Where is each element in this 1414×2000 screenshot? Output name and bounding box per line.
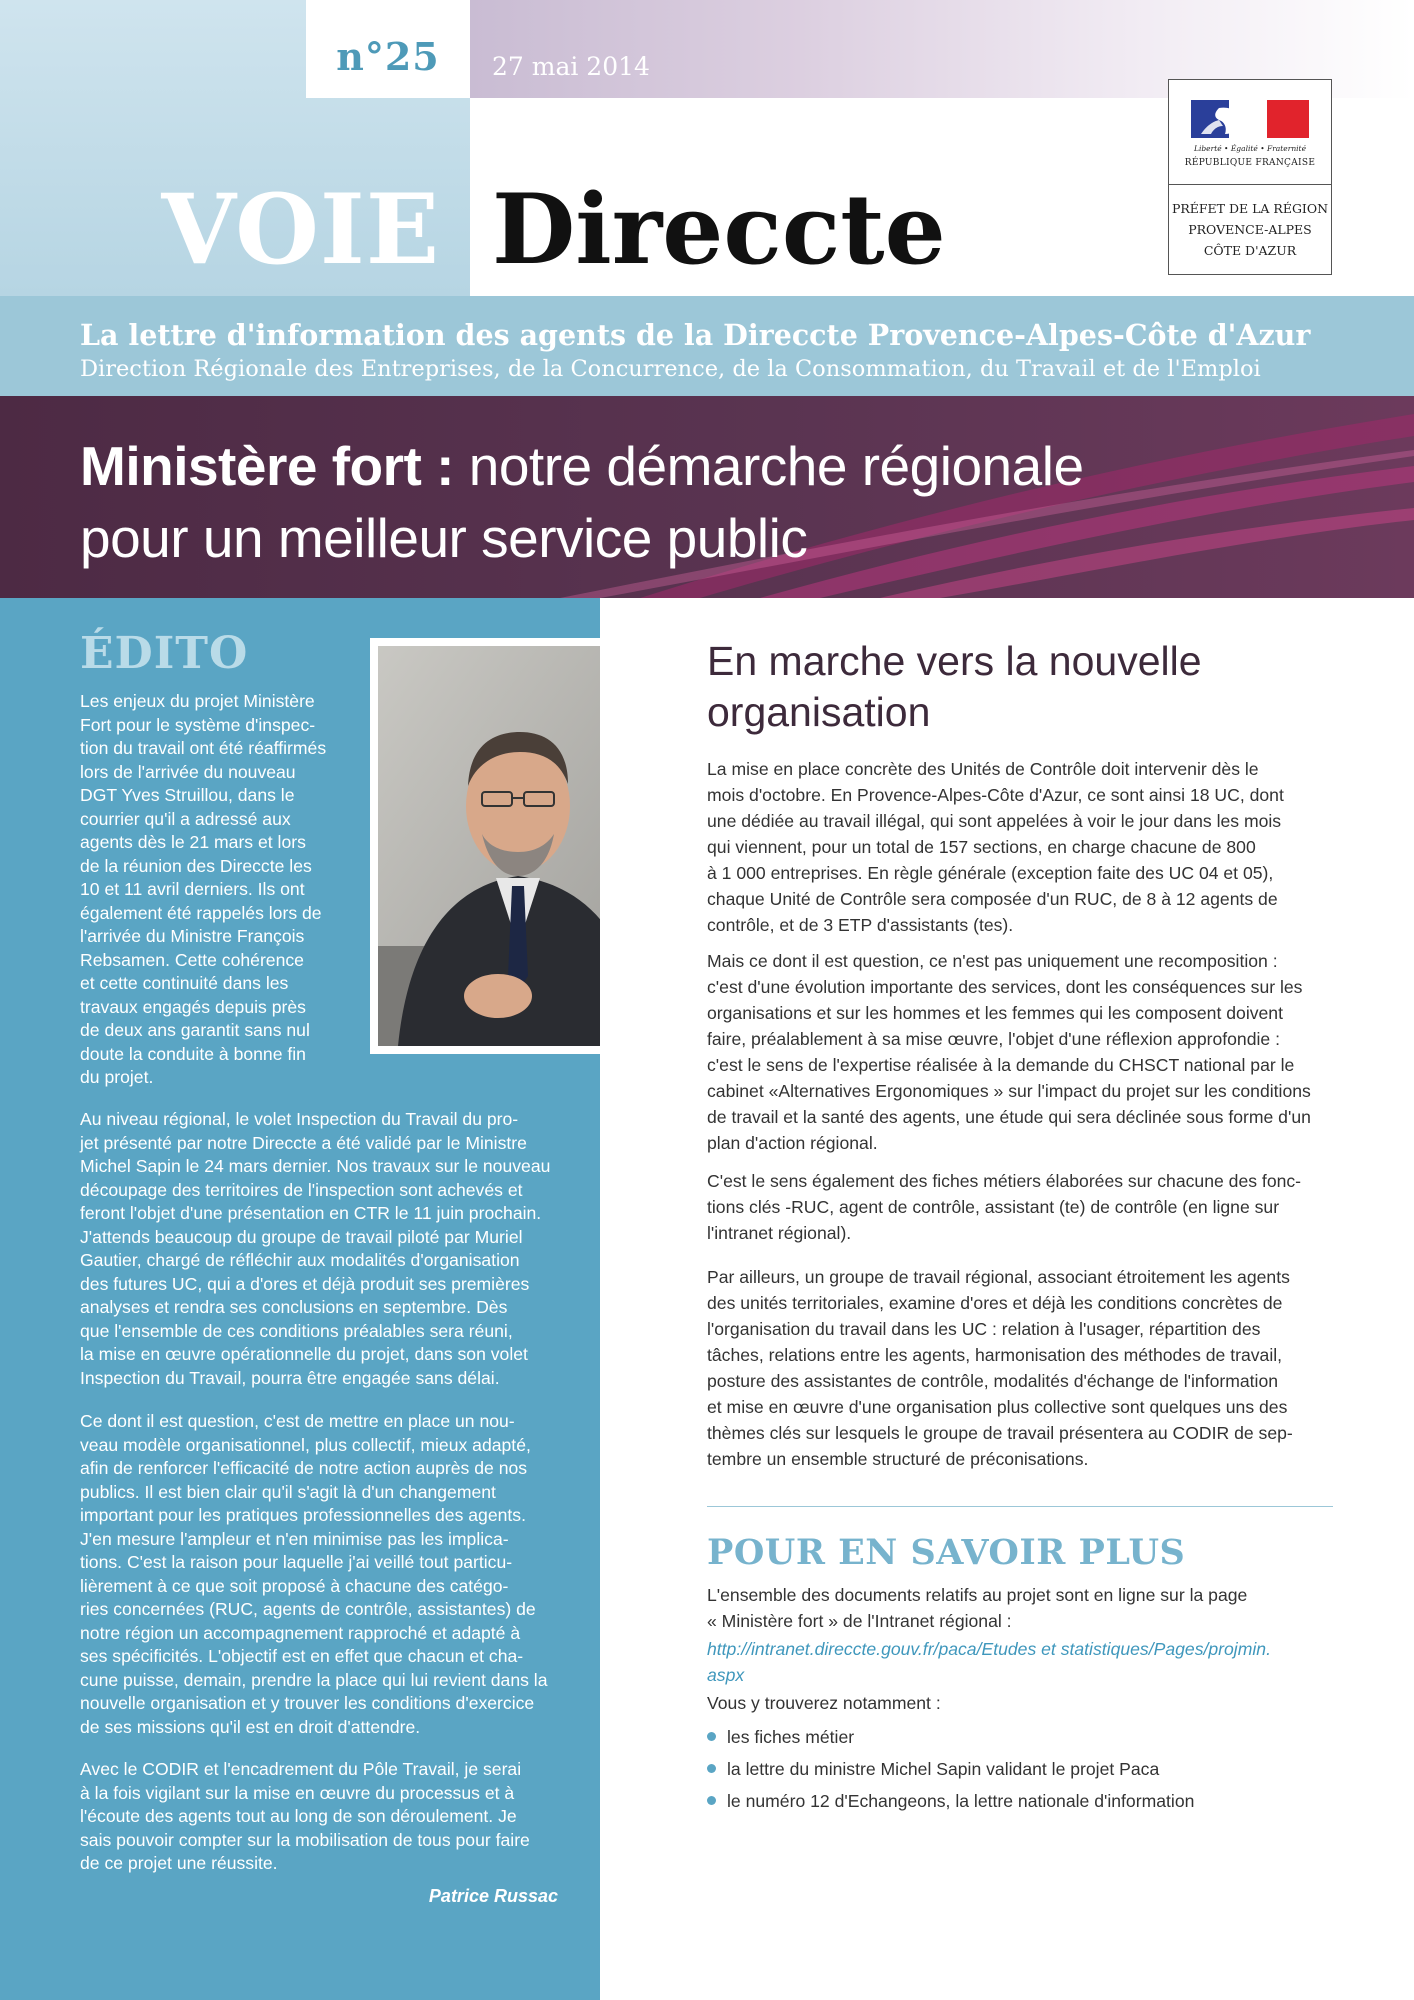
text-line: DGT Yves Struillou, dans le bbox=[80, 785, 295, 805]
text-line: ses spécificités. L'objectif est en effet que chacun et cha- bbox=[80, 1646, 524, 1666]
text-line: que l'ensemble de ces conditions préalables sera réuni, bbox=[80, 1320, 513, 1341]
savoir-bullet-list bbox=[707, 1724, 1333, 1820]
text-line: Avec le CODIR et l'encadrement du Pôle Travail, je serai bbox=[80, 1759, 522, 1779]
text-line: à 1 000 entreprises. En règle générale (exception faite des UC 04 et 05), bbox=[707, 863, 1274, 883]
text-line: Gautier, chargé de réfléchir aux modalités d'organisation bbox=[80, 1250, 520, 1270]
list-item bbox=[707, 1788, 1333, 1820]
text-line: lièrement à ce que soit proposé à chacune des catégo- bbox=[80, 1575, 509, 1596]
text-line: Rebsamen. Cette cohérence bbox=[80, 949, 304, 970]
text-line: tâches, relations entre les agents, harmonisation des méthodes de travail, bbox=[707, 1345, 1283, 1365]
text-line: l'arrivée du Ministre François bbox=[80, 926, 305, 946]
text-line: travaux engagés depuis près bbox=[80, 996, 306, 1017]
headline bbox=[80, 430, 1084, 574]
issue-date: 27 mai 2014 bbox=[492, 52, 650, 81]
bullet-icon bbox=[707, 1764, 716, 1773]
text-line: cune puisse, demain, prendre la place qui lui revient dans la bbox=[80, 1669, 548, 1690]
article-paragraph-2 bbox=[707, 948, 1333, 1156]
text-line: Par ailleurs, un groupe de travail régional, associant étroitement les agents bbox=[707, 1267, 1290, 1287]
headline-bold: Ministère fort : bbox=[80, 435, 454, 497]
issue-box bbox=[306, 0, 470, 98]
text-line: des futures UC, qui a d'ores et déjà produit ses premières bbox=[80, 1273, 530, 1294]
headline-line2: pour un meilleur service public bbox=[80, 507, 808, 569]
title-direccte: Direccte bbox=[492, 173, 946, 286]
text-line: c'est le sens de l'expertise réalisée à la demande du CHSCT national par le bbox=[707, 1055, 1295, 1075]
link-line[interactable]: http://intranet.direccte.gouv.fr/paca/Etudes et statistiques/Pages/projmin. bbox=[707, 1639, 1271, 1659]
text-line: contrôle, et de 3 ETP d'assistants (tes). bbox=[707, 915, 1014, 935]
text-line: tions. C'est la raison pour laquelle j'ai veillé tout particu- bbox=[80, 1552, 513, 1572]
edito-paragraph-1 bbox=[80, 690, 338, 1090]
edito-column bbox=[0, 598, 600, 2000]
text-line: Michel Sapin le 24 mars dernier. Nos travaux sur le nouveau bbox=[80, 1156, 551, 1176]
article-title-line: En marche vers la nouvelle bbox=[707, 638, 1202, 684]
republique-motto: Liberté • Égalité • Fraternité bbox=[1193, 144, 1307, 153]
text-line: à la fois vigilant sur la mise en œuvre du processus et à bbox=[80, 1782, 515, 1803]
text-line: veau modèle organisationnel, plus collectif, mieux adapté, bbox=[80, 1434, 531, 1455]
text-line: Mais ce dont il est question, ce n'est pas uniquement une recomposition : bbox=[707, 951, 1278, 971]
text-line: C'est le sens également des fiches métiers élaborées sur chacune des fonc- bbox=[707, 1171, 1302, 1191]
republique-label: RÉPUBLIQUE FRANÇAISE bbox=[1184, 158, 1316, 168]
text-line: « Ministère fort » de l'Intranet régional : bbox=[707, 1611, 1012, 1631]
text-line: de deux ans garantit sans nul bbox=[80, 1020, 310, 1040]
headline-band bbox=[0, 396, 1414, 598]
link-line[interactable]: aspx bbox=[707, 1665, 745, 1685]
text-line: des unités territoriales, examine d'ores et déjà les conditions concrètes de bbox=[707, 1293, 1283, 1313]
text-line: thèmes clés sur lesquels le groupe de travail présentera au CODIR de sep- bbox=[707, 1423, 1293, 1443]
list-item-label: le numéro 12 d'Echangeons, la lettre nationale d'information bbox=[727, 1791, 1195, 1811]
text-line: Inspection du Travail, pourra être engagée sans délai. bbox=[80, 1367, 500, 1388]
prefet-logo bbox=[1168, 79, 1332, 275]
text-line: courrier qu'il a adressé aux bbox=[80, 808, 291, 829]
article-paragraph-3 bbox=[707, 1168, 1333, 1246]
text-line: plan d'action régional. bbox=[707, 1133, 878, 1153]
prefet-label bbox=[1169, 198, 1331, 261]
text-line: faire, préalablement à sa mise œuvre, l'objet d'une réflexion approfondie : bbox=[707, 1029, 1280, 1049]
text-line: l'organisation du travail dans les UC : relation à l'usager, répartition des bbox=[707, 1319, 1261, 1339]
title-voie: VOIE bbox=[161, 173, 440, 286]
text-line: c'est d'une évolution importante des services, dont les conséquences sur les bbox=[707, 977, 1303, 997]
republique-logo bbox=[1169, 80, 1331, 185]
text-line: tembre un ensemble structuré de préconisations. bbox=[707, 1449, 1089, 1469]
masthead bbox=[0, 0, 1414, 296]
text-line: Fort pour le système d'inspec- bbox=[80, 714, 316, 735]
text-line: notre région un accompagnement rapproché et adapté à bbox=[80, 1622, 521, 1643]
text-line: J'attends beaucoup du groupe de travail piloté par Muriel bbox=[80, 1226, 523, 1247]
text-line: tions clés -RUC, agent de contrôle, assistant (te) de contrôle (en ligne sur bbox=[707, 1197, 1280, 1217]
text-line: et cette continuité dans les bbox=[80, 973, 289, 993]
savoir-intro bbox=[707, 1582, 1333, 1634]
text-line: chaque Unité de Contrôle sera composée d'un RUC, de 8 à 12 agents de bbox=[707, 889, 1278, 909]
text-line: tion du travail ont été réaffirmés bbox=[80, 738, 327, 758]
text-line: ries concernées (RUC, agents de contrôle, assistantes) de bbox=[80, 1599, 536, 1619]
text-line: une dédiée au travail illégal, qui sont appelées à voir le jour dans les mois bbox=[707, 811, 1282, 831]
article-paragraph-4 bbox=[707, 1264, 1333, 1472]
list-item-label: la lettre du ministre Michel Sapin validant le projet Paca bbox=[727, 1759, 1160, 1779]
text-line: de la réunion des Direccte les bbox=[80, 855, 312, 876]
edito-title: ÉDITO bbox=[80, 628, 249, 679]
subtitle-line1: La lettre d'information des agents de la Direccte Provence-Alpes-Côte d'Azur bbox=[80, 318, 1311, 352]
text-line: et mise en œuvre d'une organisation plus collective sont quelques uns des bbox=[707, 1397, 1288, 1417]
savoir-title: POUR EN SAVOIR PLUS bbox=[707, 1532, 1186, 1573]
text-line: J'en mesure l'ampleur et n'en minimise pas les implica- bbox=[80, 1528, 509, 1549]
text-line: La mise en place concrète des Unités de Contrôle doit intervenir dès le bbox=[707, 759, 1259, 779]
text-line: L'ensemble des documents relatifs au projet sont en ligne sur la page bbox=[707, 1585, 1248, 1605]
text-line: mois d'octobre. En Provence-Alpes-Côte d'Azur, ce sont ainsi 18 UC, dont bbox=[707, 785, 1284, 805]
text-line: lors de l'arrivée du nouveau bbox=[80, 761, 296, 782]
text-line: analyses et rendra ses conclusions en septembre. Dès bbox=[80, 1297, 508, 1317]
article-title-line: organisation bbox=[707, 689, 931, 735]
article-paragraph-1 bbox=[707, 756, 1333, 938]
text-line: Au niveau régional, le volet Inspection du Travail du pro- bbox=[80, 1109, 519, 1129]
text-line: cabinet «Alternatives Ergonomiques » sur l'impact du projet sur les conditions bbox=[707, 1081, 1311, 1101]
text-line: sais pouvoir compter sur la mobilisation de tous pour faire bbox=[80, 1829, 530, 1850]
text-line: organisations et sur les hommes et les femmes qui les composent doivent bbox=[707, 1003, 1283, 1023]
text-line: feront l'objet d'une présentation en CTR le 11 juin prochain. bbox=[80, 1203, 542, 1223]
text-line: doute la conduite à bonne fin bbox=[80, 1043, 306, 1064]
list-item bbox=[707, 1756, 1333, 1788]
text-line: Ce dont il est question, c'est de mettre en place un nou- bbox=[80, 1411, 515, 1431]
prefet-line: PRÉFET DE LA RÉGION bbox=[1171, 201, 1329, 216]
text-line: 10 et 11 avril derniers. Ils ont bbox=[80, 879, 305, 899]
marianne-icon bbox=[1197, 104, 1251, 136]
headline-line1 bbox=[80, 430, 1084, 502]
edito-paragraph-4 bbox=[80, 1758, 558, 1876]
text-line: de ce projet une réussite. bbox=[80, 1853, 278, 1873]
text-line: agents dès le 21 mars et lors bbox=[80, 832, 306, 852]
text-line: de ses missions qu'il est en droit d'attendre. bbox=[80, 1716, 421, 1737]
text-line: découpage des territoires de l'inspection sont achevés et bbox=[80, 1179, 523, 1200]
edito-signature: Patrice Russac bbox=[428, 1886, 558, 1906]
article-column bbox=[600, 598, 1414, 2000]
text-line: important pour les pratiques professionnelles des agents. bbox=[80, 1505, 526, 1525]
list-item bbox=[707, 1724, 1333, 1756]
text-line: jet présenté par notre Direccte a été validé par le Ministre bbox=[80, 1132, 527, 1153]
issue-number: n°25 bbox=[336, 34, 440, 79]
edito-paragraph-2 bbox=[80, 1108, 558, 1390]
section-divider bbox=[707, 1506, 1333, 1507]
bullet-icon bbox=[707, 1796, 716, 1805]
text-line: l'intranet régional). bbox=[707, 1223, 852, 1243]
prefet-line: PROVENCE-ALPES bbox=[1188, 222, 1312, 237]
text-line: publics. Il est bien clair qu'il s'agit là d'un changement bbox=[80, 1481, 496, 1502]
text-line: du projet. bbox=[80, 1067, 154, 1087]
savoir-lead: Vous y trouverez notamment : bbox=[707, 1693, 941, 1713]
edito-paragraph-3 bbox=[80, 1410, 558, 1739]
text-line: de travail et la santé des agents, une étude qui sera déclinée sous forme d'un bbox=[707, 1107, 1311, 1127]
text-line: également été rappelés lors de bbox=[80, 902, 322, 923]
headline-rest: notre démarche régionale bbox=[453, 435, 1084, 497]
prefet-line: CÔTE D'AZUR bbox=[1203, 243, 1297, 258]
subtitle-line2: Direction Régionale des Entreprises, de la Concurrence, de la Consommation, du Travail et de l'Emploi bbox=[80, 356, 1261, 382]
text-line: Les enjeux du projet Ministère bbox=[80, 691, 315, 711]
subtitle-band bbox=[0, 296, 1414, 396]
article-title bbox=[707, 636, 1202, 738]
intranet-link[interactable] bbox=[707, 1636, 1333, 1688]
text-line: afin de renforcer l'efficacité de notre action auprès de nos bbox=[80, 1458, 528, 1478]
list-item-label: les fiches métier bbox=[727, 1727, 855, 1747]
text-line: l'écoute des agents tout au long de son déroulement. Je bbox=[80, 1806, 517, 1826]
text-line: posture des assistantes de contrôle, modalités d'échange de l'information bbox=[707, 1371, 1279, 1391]
text-line: la mise en œuvre opérationnelle du projet, dans son volet bbox=[80, 1344, 528, 1364]
text-line: qui viennent, pour un total de 157 sections, en charge chacune de 800 bbox=[707, 837, 1256, 857]
bullet-icon bbox=[707, 1732, 716, 1741]
text-line: nouvelle organisation et y trouver les conditions d'exercice bbox=[80, 1693, 535, 1713]
